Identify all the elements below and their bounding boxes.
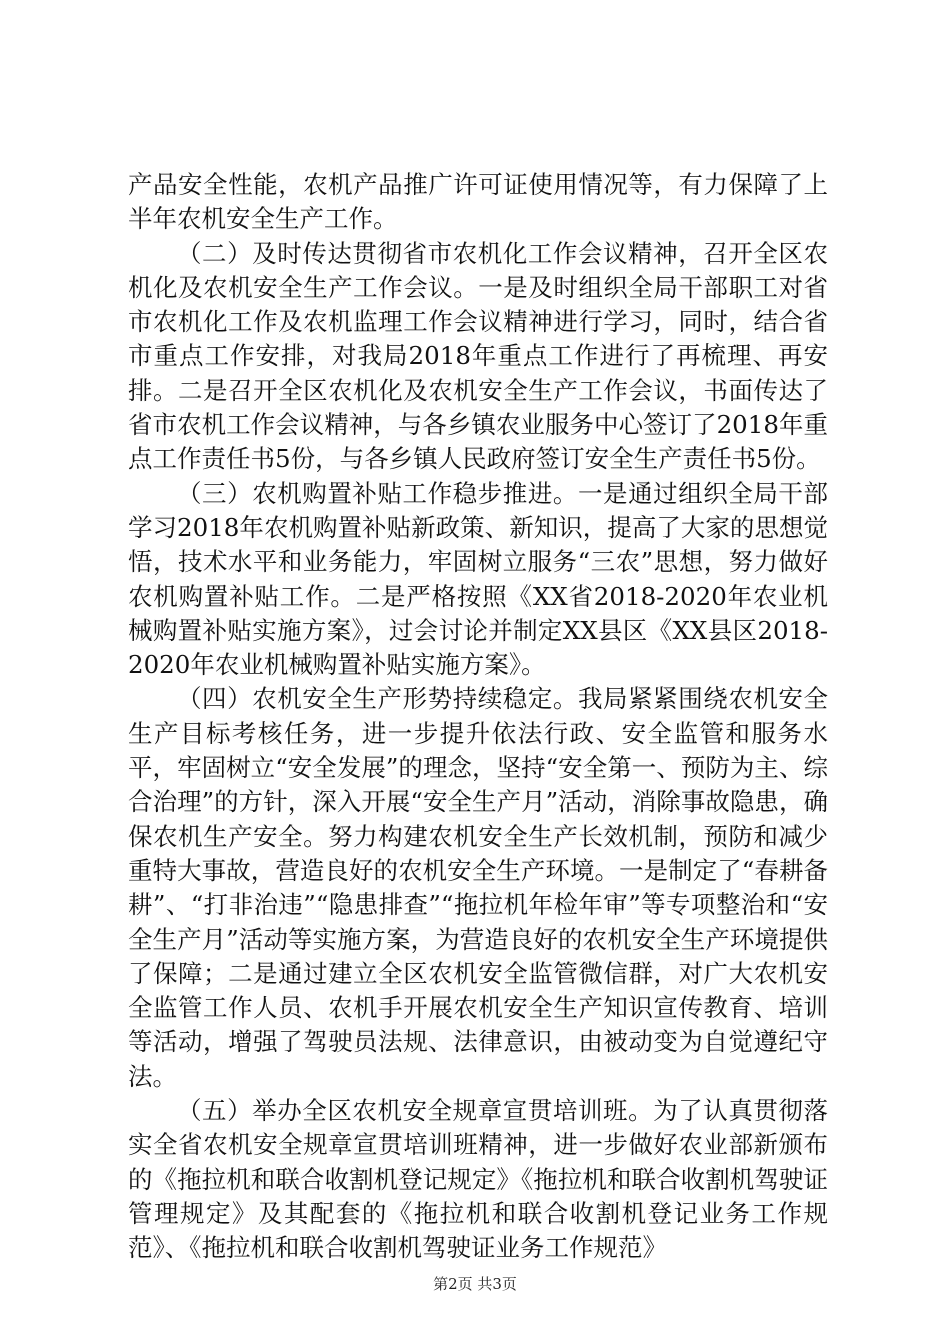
page-footer: 第2页 共3页	[433, 1275, 517, 1293]
paragraph-section-5: （五）举办全区农机安全规章宣贯培训班。为了认真贯彻落实全省农机安全规章宣贯培训班精神，进一步做好农业部新颁布的《拖拉机和联合收割机登记规定》《拖拉机和联合收割机驾驶证管理规定》及其配套的《拖拉机和联合收割机登记业务工作规范》、《拖拉机和联合收割机驾驶证业务工作规范》	[128, 1096, 828, 1263]
paragraph-continuation: 产品安全性能，农机产品推广许可证使用情况等，有力保障了上半年农机安全生产工作。	[128, 170, 828, 234]
document-body	[128, 168, 828, 1266]
paragraph-section-2: （二）及时传达贯彻省市农机化工作会议精神，召开全区农机化及农机安全生产工作会议。一是及时组织全局干部职工对省市农机化工作及农机监理工作会议精神进行学习，同时，结合省市重点工作安排，对我局2018年重点工作进行了再梳理、再安排。二是召开全区农机化及农机安全生产工作会议，书面传达了省市农机工作会议精神，与各乡镇农业服务中心签订了2018年重点工作责任书5份，与各乡镇人民政府签订安全生产责任书5份。	[128, 238, 828, 474]
paragraph-section-3: （三）农机购置补贴工作稳步推进。一是通过组织全局干部学习2018年农机购置补贴新政策、新知识，提高了大家的思想觉悟，技术水平和业务能力，牢固树立服务“三农”思想，努力做好农机购置补贴工作。二是严格按照《XX省2018-2020年农业机械购置补贴实施方案》，过会讨论并制定XX县区《XX县区2018-2020年农业机械购置补贴实施方案》。	[128, 478, 828, 680]
paragraph-section-4: （四）农机安全生产形势持续稳定。我局紧紧围绕农机安全生产目标考核任务，进一步提升依法行政、安全监管和服务水平，牢固树立“安全发展”的理念，坚持“安全第一、预防为主、综合治理”的方针，深入开展“安全生产月”活动，消除事故隐患，确保农机生产安全。努力构建农机安全生产长效机制，预防和减少重特大事故，营造良好的农机安全生产环境。一是制定了“春耕备耕”、“打非治违”“隐患排查”“拖拉机年检年审”等专项整治和“安全生产月”活动等实施方案，为营造良好的农机安全生产环境提供了保障；二是通过建立全区农机安全监管微信群，对广大农机安全监管工作人员、农机手开展农机安全生产知识宣传教育、培训等活动，增强了驾驶员法规、法律意识，由被动变为自觉遵纪守法。	[128, 684, 828, 1091]
